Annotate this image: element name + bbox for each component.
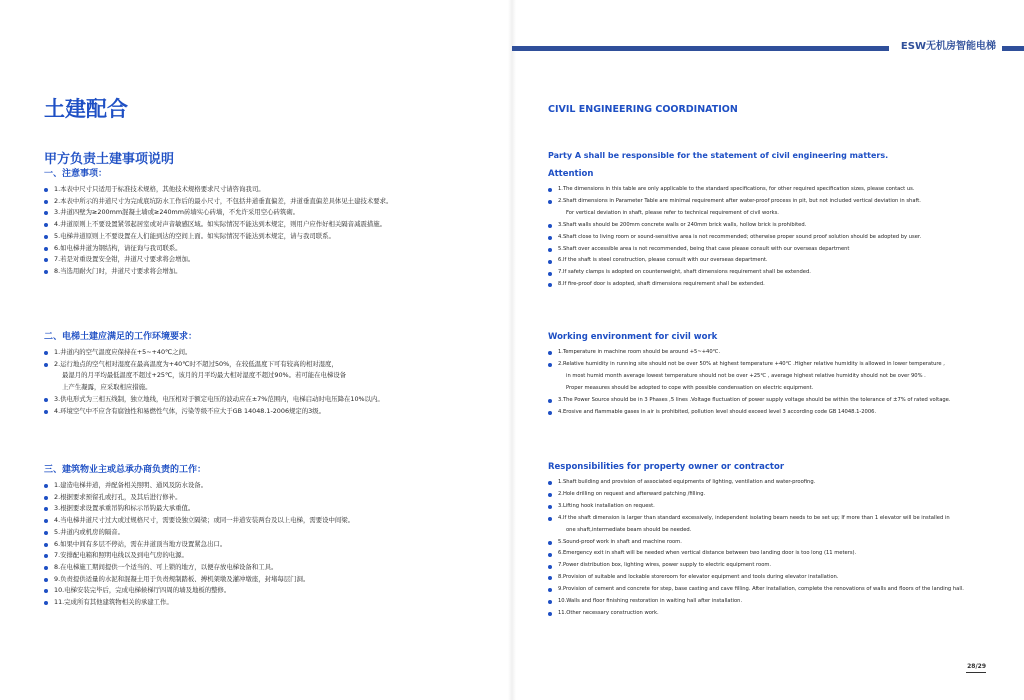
page-title-cn: 土建配合 [44, 97, 128, 121]
list-item [548, 255, 1018, 267]
list-item-text: 6.If the shaft is steel construction, please consult with our overseas department. [558, 257, 768, 264]
list-item [44, 515, 504, 527]
list-item [44, 406, 504, 418]
list-item-text: 5.Shaft over accessible area is not recommended, being that case please consult with our overseas department [558, 245, 850, 252]
list-item [44, 347, 504, 359]
bullet-dot-icon [548, 260, 552, 264]
section-title: Working environment for civil work [548, 332, 718, 342]
bullet-dot-icon [548, 283, 552, 287]
bullet-dot-icon [548, 351, 552, 355]
section-list [548, 477, 1018, 620]
list-item-text: 3.Lifting hook installation on request. [558, 502, 655, 509]
bullet-dot-icon [548, 224, 552, 228]
bullet-dot-icon [548, 612, 552, 616]
list-item-text: 1.The dimensions in this table are only applicable to the standard specifications, for other required specification sizes, please contact us. [558, 186, 915, 192]
bullet-dot-icon [548, 541, 552, 545]
list-item-text: 3.根据要求设置承重吊钩和标示吊钩最大承重值。 [54, 504, 195, 513]
list-item-text: one shaft,intermediate beam should be needed. [566, 526, 692, 533]
list-item [548, 196, 1018, 208]
bullet-dot-icon [548, 248, 552, 252]
list-item [548, 232, 1018, 244]
bullet-dot-icon [44, 270, 48, 274]
list-item-text: 1.本表中尺寸只适用于标准技术规格，其他技术规格要求尺寸请咨询我司。 [54, 185, 265, 193]
section-list [548, 347, 1018, 418]
list-item-text: 4.当电梯井道尺寸过大或过规格尺寸，需要设独立隔梁；或同一井道安装两台及以上电梯，需要设中间梁。 [54, 516, 355, 525]
list-item [548, 244, 1018, 256]
list-item [44, 562, 504, 574]
section-responsibilities-en [548, 460, 1018, 620]
list-item [548, 359, 1018, 371]
list-item [548, 395, 1018, 407]
list-item [44, 370, 504, 382]
list-item [44, 231, 504, 243]
bullet-dot-icon [548, 481, 552, 485]
bullet-dot-icon [548, 588, 552, 592]
list-item [44, 527, 504, 539]
list-item-text: 11.完成所有其他建筑物相关的承建工作。 [54, 598, 173, 607]
list-item-text: Proper measures should be adopted to cope with possible condensation on electric equipment. [566, 384, 814, 391]
section-list [44, 184, 504, 278]
list-item [44, 550, 504, 562]
list-item [548, 371, 1018, 383]
list-item [44, 492, 504, 504]
list-item-text: 9.负责提供适量的水泥和混凝土用于负责规制踏板、搏机架墩及灌冲墩座，封堵每层门洞。 [54, 574, 310, 583]
page-number-underline [966, 672, 986, 673]
list-item-text: 2.本表中所示的井道尺寸为完成底坑防水工作后的最小尺寸，不包括井道垂直偏差，并道垂直偏差具体见土建技术要求。 [54, 196, 393, 205]
list-item-text: 2.Hole drilling on request and afterward patching /filling. [558, 490, 706, 497]
bullet-dot-icon [548, 553, 552, 557]
list-item [44, 539, 504, 551]
section-title: 三、建筑物业主或总承办商负责的工作： [44, 465, 207, 475]
list-item [44, 394, 504, 406]
header-title: ESW无机房智能电梯 [889, 40, 1002, 54]
bullet-dot-icon [44, 410, 48, 414]
list-item-text: 2.根据要求预留孔或打孔，及其后进行修补。 [54, 492, 182, 501]
list-item [44, 480, 504, 492]
list-item [548, 513, 1018, 525]
list-item [44, 184, 504, 196]
list-item [548, 407, 1018, 419]
bullet-dot-icon [44, 223, 48, 227]
list-item-text: 7.If safety clamps is adopted on counterweight, shaft dimensions requirement shall be extended. [558, 269, 811, 276]
section-environment-cn [44, 330, 504, 417]
list-item [548, 267, 1018, 279]
list-item-text: 7.若是对重设置安全钳，井道尺寸要求将会增加。 [54, 255, 195, 264]
bullet-dot-icon [548, 236, 552, 240]
page-subtitle-en: Party A shall be responsible for the statement of civil engineering matters. [548, 151, 889, 160]
list-item-text: 8.Provision of suitable and lockable storeroom for elevator equipment and tools during elevator installation. [558, 574, 839, 581]
list-item [548, 608, 1018, 620]
list-item-text: For vertical deviation in shaft, please refer to technical requirement of civil works. [566, 209, 779, 216]
bullet-dot-icon [44, 351, 48, 355]
list-item [548, 548, 1018, 560]
bullet-dot-icon [548, 505, 552, 509]
bullet-dot-icon [44, 200, 48, 204]
list-item-text: 3.The Power Source should be in 3 Phases ,5 lines .Voltage fluctuation of power supply voltage should be within the tolerance of ±7% of rated voltage. [558, 396, 951, 403]
list-item [44, 382, 504, 394]
bullet-dot-icon [548, 565, 552, 569]
list-item-text: 4.井道原则上不要设置紧邻起居室或对声音敏感区域。如实际情况不能达到本规定，则用户应作好相关隔音减震措施。 [54, 220, 387, 229]
bullet-dot-icon [44, 566, 48, 570]
bullet-dot-icon [44, 578, 48, 582]
list-item-text: 4.环境空气中不应含有腐蚀性和易燃性气体，污染等级不应大于GB 14048.1-2006规定的3级。 [54, 406, 326, 415]
list-item-text: 8.当选用耐火门时，井道尺寸要求将会增加。 [54, 266, 182, 275]
section-list [44, 347, 504, 417]
list-item [548, 208, 1018, 220]
section-attention-en [548, 167, 1018, 291]
list-item-text: 5.Sound-proof work in shaft and machine room. [558, 538, 682, 545]
bullet-dot-icon [44, 211, 48, 215]
list-item-text: 3.Shaft walls should be 200mm concrete walls or 240mm brick walls, hollow brick is prohibited. [558, 221, 807, 228]
list-item-text: 1.建造电梯井道，并配备相关照明、通风及防水设备。 [54, 481, 208, 489]
bullet-dot-icon [548, 576, 552, 580]
bullet-dot-icon [548, 493, 552, 497]
list-item [44, 359, 504, 371]
bullet-dot-icon [548, 188, 552, 192]
list-item [44, 503, 504, 515]
list-item [44, 254, 504, 266]
list-item [548, 477, 1018, 489]
section-responsibilities-cn [44, 463, 504, 609]
list-item-text: in most humid month average lowest temperature should not be over +25℃ , average highest relative humidity should not be over 90% . [566, 372, 926, 379]
list-item [548, 501, 1018, 513]
section-list [44, 480, 504, 609]
list-item [44, 196, 504, 208]
list-item-text: 4.Erosive and flammable gases in air is prohibited, pollution level should exceed level 3 according code GB 14048.1-2006. [558, 408, 877, 415]
list-item-text: 9.Provision of cement and concrete for step, base casting and cave filling. After installation, complete the renovations of walls and floors of the landing hall. [558, 586, 964, 593]
section-environment-en [548, 330, 1018, 418]
list-item-text: 4.If the shaft dimension is larger than standard excessively, independent isolating beam needs to be set up; If more than 1 elevator will be installed in [558, 514, 950, 521]
bullet-dot-icon [44, 554, 48, 558]
list-item [548, 383, 1018, 395]
bullet-dot-icon [44, 519, 48, 523]
list-item [44, 266, 504, 278]
list-item-text: 1.Shaft building and provision of associated equipments of lighting, ventilation and water-proofing. [558, 479, 816, 485]
bullet-dot-icon [44, 188, 48, 192]
section-title: Responsibilities for property owner or contractor [548, 462, 785, 472]
list-item-text: 3.供电形式为三相五线制，独立地线，电压相对于额定电压的波动应在±7%范围内，电梯启动时电压降在10%以内。 [54, 394, 384, 403]
bullet-dot-icon [44, 398, 48, 402]
list-item [44, 219, 504, 231]
list-item [548, 560, 1018, 572]
list-item [548, 537, 1018, 549]
section-title: 一、注意事项： [44, 169, 108, 179]
bullet-dot-icon [44, 235, 48, 239]
bullet-dot-icon [44, 258, 48, 262]
bullet-dot-icon [548, 272, 552, 276]
list-item-text: 最湿月的月平均最低温度不超过+25℃，该月的月平均最大相对湿度不超过90%。若可能在电梯设备 [62, 371, 347, 380]
list-item [548, 596, 1018, 608]
list-item [548, 584, 1018, 596]
right-page [512, 0, 1024, 700]
list-item [548, 220, 1018, 232]
bullet-dot-icon [548, 600, 552, 604]
section-title: Attention [548, 169, 594, 179]
bullet-dot-icon [44, 601, 48, 605]
list-item-text: 6.Emergency exit in shaft will be needed when vertical distance between two landing door is too long (11 meters). [558, 550, 857, 557]
list-item-text: 8.If fire-proof door is adopted, shaft dimensions requirement shall be extended. [558, 281, 765, 288]
list-item [548, 279, 1018, 291]
page-title-en: CIVIL ENGINEERING COORDINATION [548, 104, 738, 115]
list-item-text: 2.Relative humidity in running site should not be over 50% at highest temperature +40℃ .Higher relative humidity is allowed in lower temperature , [558, 360, 945, 367]
list-item [548, 184, 1018, 196]
list-item-text: 11.Other necessary construction work. [558, 609, 659, 616]
list-item-text: 7.安排配电箱和照明电线以及到电气房的电源。 [54, 551, 188, 560]
page-subtitle-cn: 甲方负责土建事项说明 [44, 152, 175, 167]
list-item [548, 525, 1018, 537]
section-list [548, 184, 1018, 291]
bullet-dot-icon [548, 411, 552, 415]
list-item [44, 207, 504, 219]
bullet-dot-icon [548, 517, 552, 521]
bullet-dot-icon [44, 507, 48, 511]
list-item-text: 4.Shaft close to living room or sound-sensitive area is not recommended; otherwise proper sound proof solution should be adopted by user. [558, 233, 922, 240]
section-title: 二、电梯土建应满足的工作环境要求： [44, 332, 198, 342]
list-item-text: 6.如电梯井道为钢结构，请征询与我司联系。 [54, 243, 182, 252]
bullet-dot-icon [548, 200, 552, 204]
list-item-text: 5.井道内或机房的隔音。 [54, 527, 125, 536]
list-item-text: 2.运行地点的空气相对湿度在最高温度为+40℃时不超过50%，在较低温度下可有较高的相对湿度， [54, 359, 338, 368]
bullet-dot-icon [44, 363, 48, 367]
bullet-dot-icon [548, 363, 552, 367]
section-notes-cn [44, 167, 504, 278]
list-item-text: 1.井道内的空气温度应保持在+5~+40℃之间。 [54, 348, 192, 356]
bullet-dot-icon [44, 247, 48, 251]
bullet-dot-icon [44, 543, 48, 547]
bullet-dot-icon [44, 531, 48, 535]
list-item [44, 243, 504, 255]
bullet-dot-icon [548, 399, 552, 403]
list-item [548, 347, 1018, 359]
list-item [44, 597, 504, 609]
list-item-text: 6.如果中间有多层不停站，需在井道顶当地方设置紧急出口。 [54, 539, 227, 548]
bullet-dot-icon [44, 589, 48, 593]
list-item-text: 上产生凝露，应采取相应措施。 [62, 383, 152, 392]
list-item-text: 10.电梯安装完毕后，完成电梯候梯厅四周的墙及地板的整修。 [54, 586, 231, 595]
list-item-text: 8.在电梯施工期间提供一个适当的、可上锁的地方，以便存放电梯设备和工具。 [54, 562, 278, 571]
bullet-dot-icon [44, 496, 48, 500]
list-item-text: 1.Temperature in machine room should be around +5~+40℃. [558, 349, 721, 355]
list-item [44, 585, 504, 597]
list-item [44, 574, 504, 586]
list-item-text: 7.Power distribution box, lighting wires, power supply to electric equipment room. [558, 562, 772, 569]
list-item [548, 489, 1018, 501]
bullet-dot-icon [44, 484, 48, 488]
list-item-text: 5.电梯井道原则上不要设置在人们能到达的空间上面。如实际情况不能达到本规定，请与我司联系。 [54, 231, 335, 240]
page-number: 28/29 [967, 663, 986, 670]
list-item-text: 2.Shaft dimensions in Parameter Table are minimal requirement after water-proof process in pit, but not included vertical deviation in shaft. [558, 197, 921, 204]
list-item-text: 10.Walls and floor finishing restoration in waiting hall after installation. [558, 598, 743, 605]
list-item-text: 3.井道四壁为≥200mm混凝土墙或≥240mm砖墙实心砖墙，不允许采用空心砖筑砌。 [54, 208, 300, 217]
list-item [548, 572, 1018, 584]
